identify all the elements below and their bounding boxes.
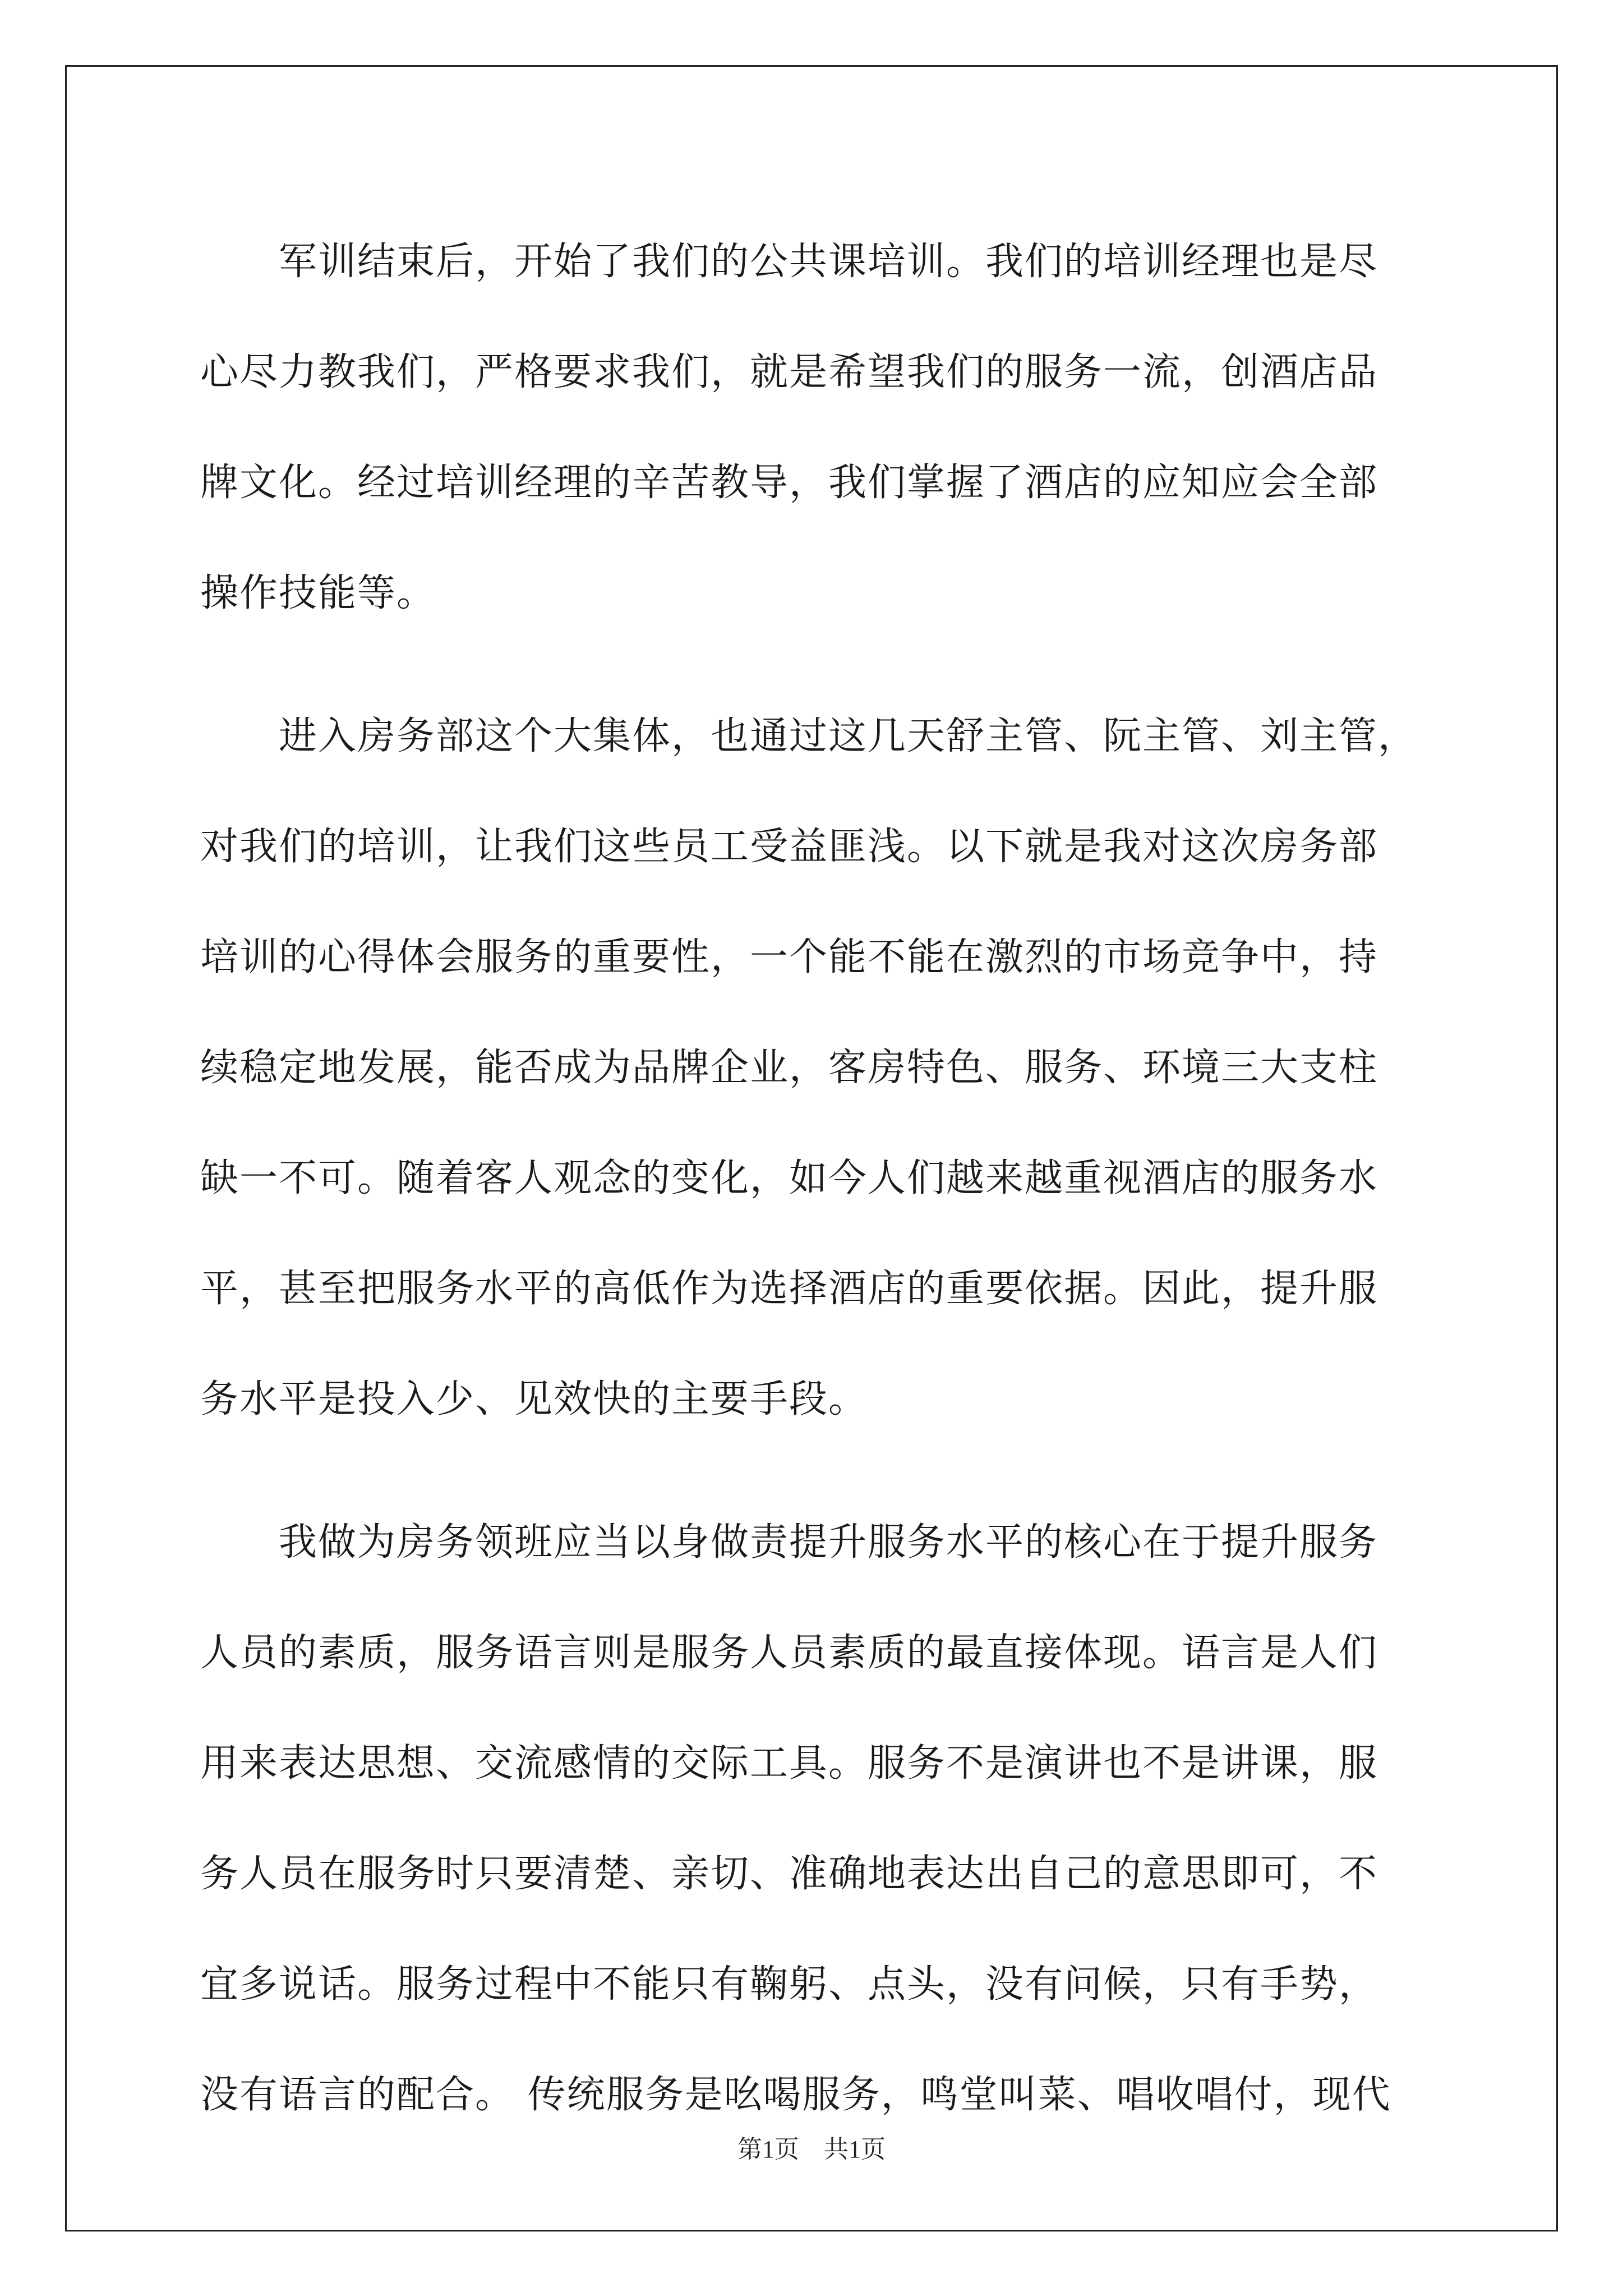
paragraph-3 [200, 1487, 1440, 2150]
text-line: 没有语言的配合。 传统服务是吆喝服务，鸣堂叫菜、唱收唱付，现代 [200, 2073, 1391, 2117]
text-line: 缺一不可。随着客人观念的变化，如今人们越来越重视酒店的服务水 [200, 1156, 1378, 1200]
text-line: 进入房务部这个大集体，也通过这几天舒主管、阮主管、刘主管， [200, 714, 1418, 758]
text-line: 续稳定地发展，能否成为品牌企业，客房特色、服务、环境三大支柱 [200, 1046, 1378, 1090]
paragraph-2 [200, 681, 1440, 1455]
text-line: 心尽力教我们，严格要求我们，就是希望我们的服务一流，创酒店品 [200, 350, 1378, 394]
text-line: 操作技能等。 [200, 571, 436, 615]
text-line: 务人员在服务时只要清楚、亲切、准确地表达出自己的意思即可，不 [200, 1852, 1378, 1896]
page-number-footer: 第1页 共1页 [737, 2136, 886, 2163]
text-line: 我做为房务领班应当以身做责提升服务水平的核心在于提升服务 [200, 1520, 1378, 1565]
paragraph-1 [200, 206, 1440, 648]
text-line: 培训的心得体会服务的重要性，一个能不能在激烈的市场竞争中，持 [200, 935, 1378, 979]
text-line: 宜多说话。服务过程中不能只有鞠躬、点头，没有问候，只有手势， [200, 1962, 1378, 2007]
text-line: 用来表达思想、交流感情的交际工具。服务不是演讲也不是讲课，服 [200, 1741, 1378, 1786]
document-body [200, 206, 1440, 2183]
text-line: 牌文化。经过培训经理的辛苦教导，我们掌握了酒店的应知应会全部 [200, 461, 1378, 505]
text-line: 军训结束后，开始了我们的公共课培训。我们的培训经理也是尽 [200, 240, 1378, 284]
text-line: 对我们的培训，让我们这些员工受益匪浅。以下就是我对这次房务部 [200, 825, 1378, 869]
text-line: 务水平是投入少、见效快的主要手段。 [200, 1377, 868, 1421]
text-line: 平，甚至把服务水平的高低作为选择酒店的重要依据。因此，提升服 [200, 1267, 1378, 1311]
text-line: 人员的素质，服务语言则是服务人员素质的最直接体现。语言是人们 [200, 1631, 1378, 1675]
